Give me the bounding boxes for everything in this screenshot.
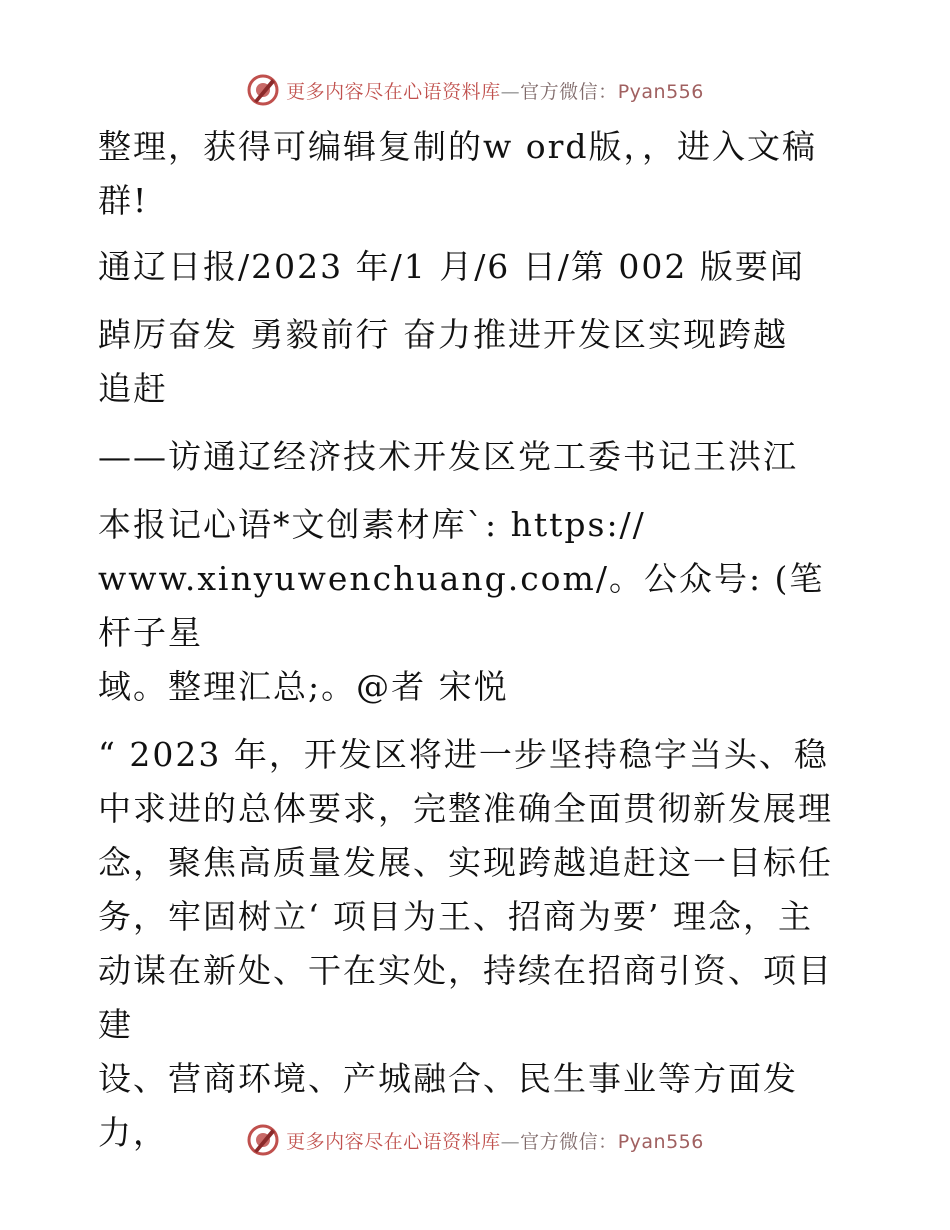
- document-body: [98, 120, 858, 1160]
- quill-circle-icon: [246, 1123, 280, 1157]
- footer-wechat-id: Pyan556: [617, 1130, 704, 1153]
- header-banner: [0, 70, 950, 110]
- header-separator: —: [500, 80, 521, 103]
- header-banner-text: [286, 77, 704, 104]
- footer-brand: 更多内容尽在心语资料库: [286, 1130, 501, 1153]
- quill-circle-icon: [246, 73, 280, 107]
- header-wechat-label: 官方微信：: [520, 80, 618, 103]
- body-paragraph: “ 2023 年，开发区将进一步坚持稳字当头、稳 中求进的总体要求，完整准确全面贯彻新发展理 念，聚焦高质量发展、实现跨越追赶这一目标任 务，牢固树立‘ 项目为王、招商为要’ 理念，主 动谋在新处、干在实处，持续在招商引资、项目建 设、营商环境、产城融合、民生事业等方面发力，: [98, 735, 833, 1152]
- article-title: 踔厉奋发 勇毅前行 奋力推进开发区实现跨越 追赶: [98, 315, 788, 408]
- footer-separator: —: [500, 1130, 521, 1153]
- article-subtitle: ——访通辽经济技术开发区党工委书记王洪江: [98, 437, 798, 476]
- header-brand: 更多内容尽在心语资料库: [286, 80, 501, 103]
- intro-paragraph: 整理，获得可编辑复制的w ord版，，进入文稿 群!: [98, 127, 818, 220]
- header-wechat-id: Pyan556: [617, 80, 704, 103]
- footer-wechat-label: 官方微信：: [520, 1130, 618, 1153]
- footer-banner: [0, 1120, 950, 1160]
- reporter-line: 本报记心语*文创素材库`: https:// www.xinyuwenchuang.com/。公众号: (笔杆子星 域。整理汇总;。@者 宋悦: [98, 505, 825, 706]
- source-line: 通辽日报/2023 年/1 月/6 日/第 002 版要闻: [98, 247, 805, 286]
- footer-banner-text: [286, 1127, 704, 1154]
